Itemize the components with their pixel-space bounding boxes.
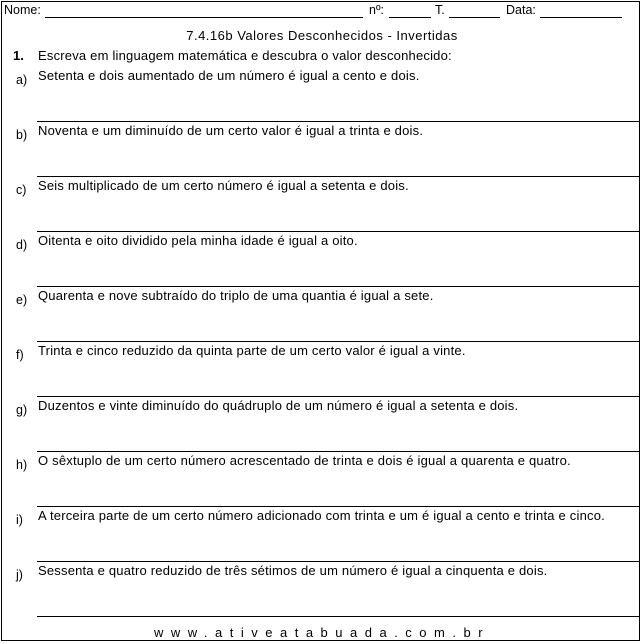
item-letter-i: i) bbox=[16, 513, 23, 527]
item-text-c: Seis multiplicado de um certo número é igual a setenta e dois. bbox=[38, 178, 409, 193]
item-text-f: Trinta e cinco reduzido da quinta parte de um certo valor é igual a vinte. bbox=[38, 343, 466, 358]
item-text-g: Duzentos e vinte diminuído do quádruplo de um número é igual a setenta e dois. bbox=[38, 398, 519, 413]
answer-line-e bbox=[37, 341, 640, 342]
worksheet-title: 7.4.16b Valores Desconhecidos - Invertidas bbox=[186, 28, 458, 43]
answer-line-b bbox=[37, 176, 640, 177]
answer-line-c bbox=[37, 231, 640, 232]
item-letter-d: d) bbox=[16, 238, 28, 252]
item-text-a: Setenta e dois aumentado de um número é igual a cento e dois. bbox=[38, 68, 420, 83]
header bbox=[4, 3, 640, 19]
item-letter-g: g) bbox=[16, 403, 28, 417]
class-field-line bbox=[449, 17, 500, 18]
question-number: 1. bbox=[13, 48, 24, 63]
item-text-j: Sessenta e quatro reduzido de três sétimos de um número é igual a cinquenta e dois. bbox=[38, 563, 548, 578]
date-field-line bbox=[540, 17, 622, 18]
answer-line-h bbox=[37, 506, 640, 507]
item-letter-f: f) bbox=[16, 348, 24, 362]
number-field-line bbox=[389, 17, 431, 18]
answer-line-g bbox=[37, 451, 640, 452]
item-text-i: A terceira parte de um certo número adicionado com trinta e um é igual a cento e trinta e cinco. bbox=[38, 508, 605, 523]
item-text-h: O sêxtuplo de um certo número acrescentado de trinta e dois é igual a quarenta e quatro. bbox=[38, 453, 571, 468]
answer-line-d bbox=[37, 286, 640, 287]
answer-line-i bbox=[37, 561, 640, 562]
question-instruction: Escreva em linguagem matemática e descubra o valor desconhecido: bbox=[38, 48, 452, 63]
number-label: nº: bbox=[369, 3, 384, 17]
name-label: Nome: bbox=[4, 3, 41, 17]
date-label: Data: bbox=[506, 3, 536, 17]
item-text-d: Oitenta e oito dividido pela minha idade é igual a oito. bbox=[38, 233, 358, 248]
item-letter-b: b) bbox=[16, 128, 28, 142]
name-field-line bbox=[45, 17, 363, 18]
item-text-e: Quarenta e nove subtraído do triplo de uma quantia é igual a sete. bbox=[38, 288, 434, 303]
answer-line-f bbox=[37, 396, 640, 397]
item-text-b: Noventa e um diminuído de um certo valor é igual a trinta e dois. bbox=[38, 123, 424, 138]
answer-line-j bbox=[37, 616, 640, 617]
footer-website: www.ativeatabuada.com.br bbox=[153, 625, 491, 640]
item-letter-j: j) bbox=[16, 568, 23, 582]
item-letter-h: h) bbox=[16, 458, 28, 472]
item-letter-e: e) bbox=[16, 293, 28, 307]
item-letter-a: a) bbox=[16, 73, 28, 87]
answer-line-a bbox=[37, 121, 640, 122]
class-label: T. bbox=[435, 3, 445, 17]
item-letter-c: c) bbox=[16, 183, 27, 197]
worksheet-frame bbox=[1, 1, 640, 641]
